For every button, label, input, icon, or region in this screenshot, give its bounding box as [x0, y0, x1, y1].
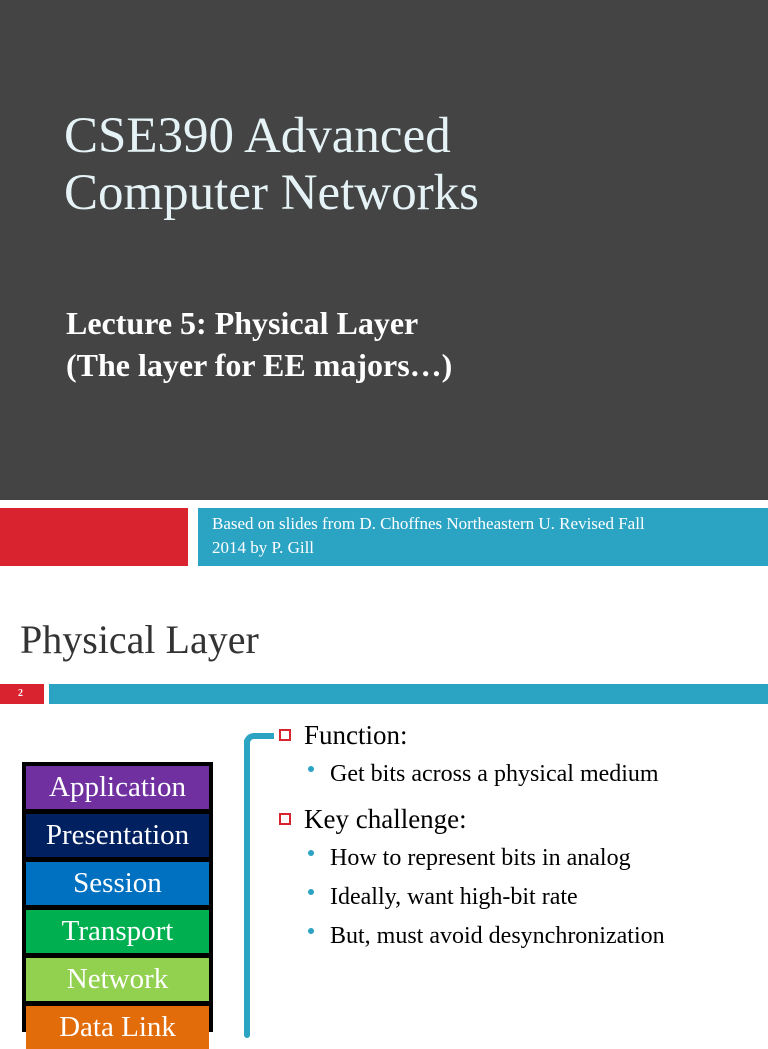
layer-session: Session — [26, 862, 209, 905]
sub-bullet: Get bits across a physical medium — [330, 761, 659, 787]
sub-bullet: How to represent bits in analog — [330, 845, 631, 871]
bracket-cap — [244, 733, 274, 743]
slide-number: 2 — [0, 684, 44, 704]
osi-layer-stack — [22, 762, 213, 1043]
content-slide — [0, 590, 768, 1043]
bullet-key-challenge: Key challenge: — [304, 804, 467, 834]
bullet-function: Function: — [304, 720, 408, 750]
slide-title — [64, 108, 744, 222]
credit-line-1: Based on slides from D. Choffnes Northeastern U. Revised Fall — [212, 514, 645, 533]
layer-application: Application — [26, 766, 209, 809]
bracket-line — [244, 738, 250, 1038]
title-background — [0, 0, 768, 500]
slide-separator — [0, 572, 768, 590]
subtitle-line-1: Lecture 5: Physical Layer — [66, 305, 419, 341]
layer-data-link: Data Link — [26, 1006, 209, 1049]
sub-bullet: But, must avoid desynchronization — [330, 923, 665, 949]
slide-title: Physical Layer — [20, 617, 259, 662]
subtitle-line-2: (The layer for EE majors…) — [66, 347, 453, 383]
layer-network: Network — [26, 958, 209, 1001]
layer-transport: Transport — [26, 910, 209, 953]
credit-text — [212, 512, 762, 560]
square-bullet-icon — [279, 729, 291, 741]
title-line-1: CSE390 Advanced — [64, 108, 451, 164]
red-accent-bar — [0, 508, 188, 566]
dot-bullet-icon — [308, 928, 314, 934]
dot-bullet-icon — [308, 766, 314, 772]
dot-bullet-icon — [308, 850, 314, 856]
title-line-2: Computer Networks — [64, 165, 480, 221]
sub-bullet: Ideally, want high-bit rate — [330, 884, 578, 910]
layer-presentation: Presentation — [26, 814, 209, 857]
square-bullet-icon — [279, 813, 291, 825]
dot-bullet-icon — [308, 889, 314, 895]
slide-subtitle — [66, 302, 746, 386]
teal-header-bar — [49, 684, 768, 704]
credit-line-2: 2014 by P. Gill — [212, 538, 315, 557]
